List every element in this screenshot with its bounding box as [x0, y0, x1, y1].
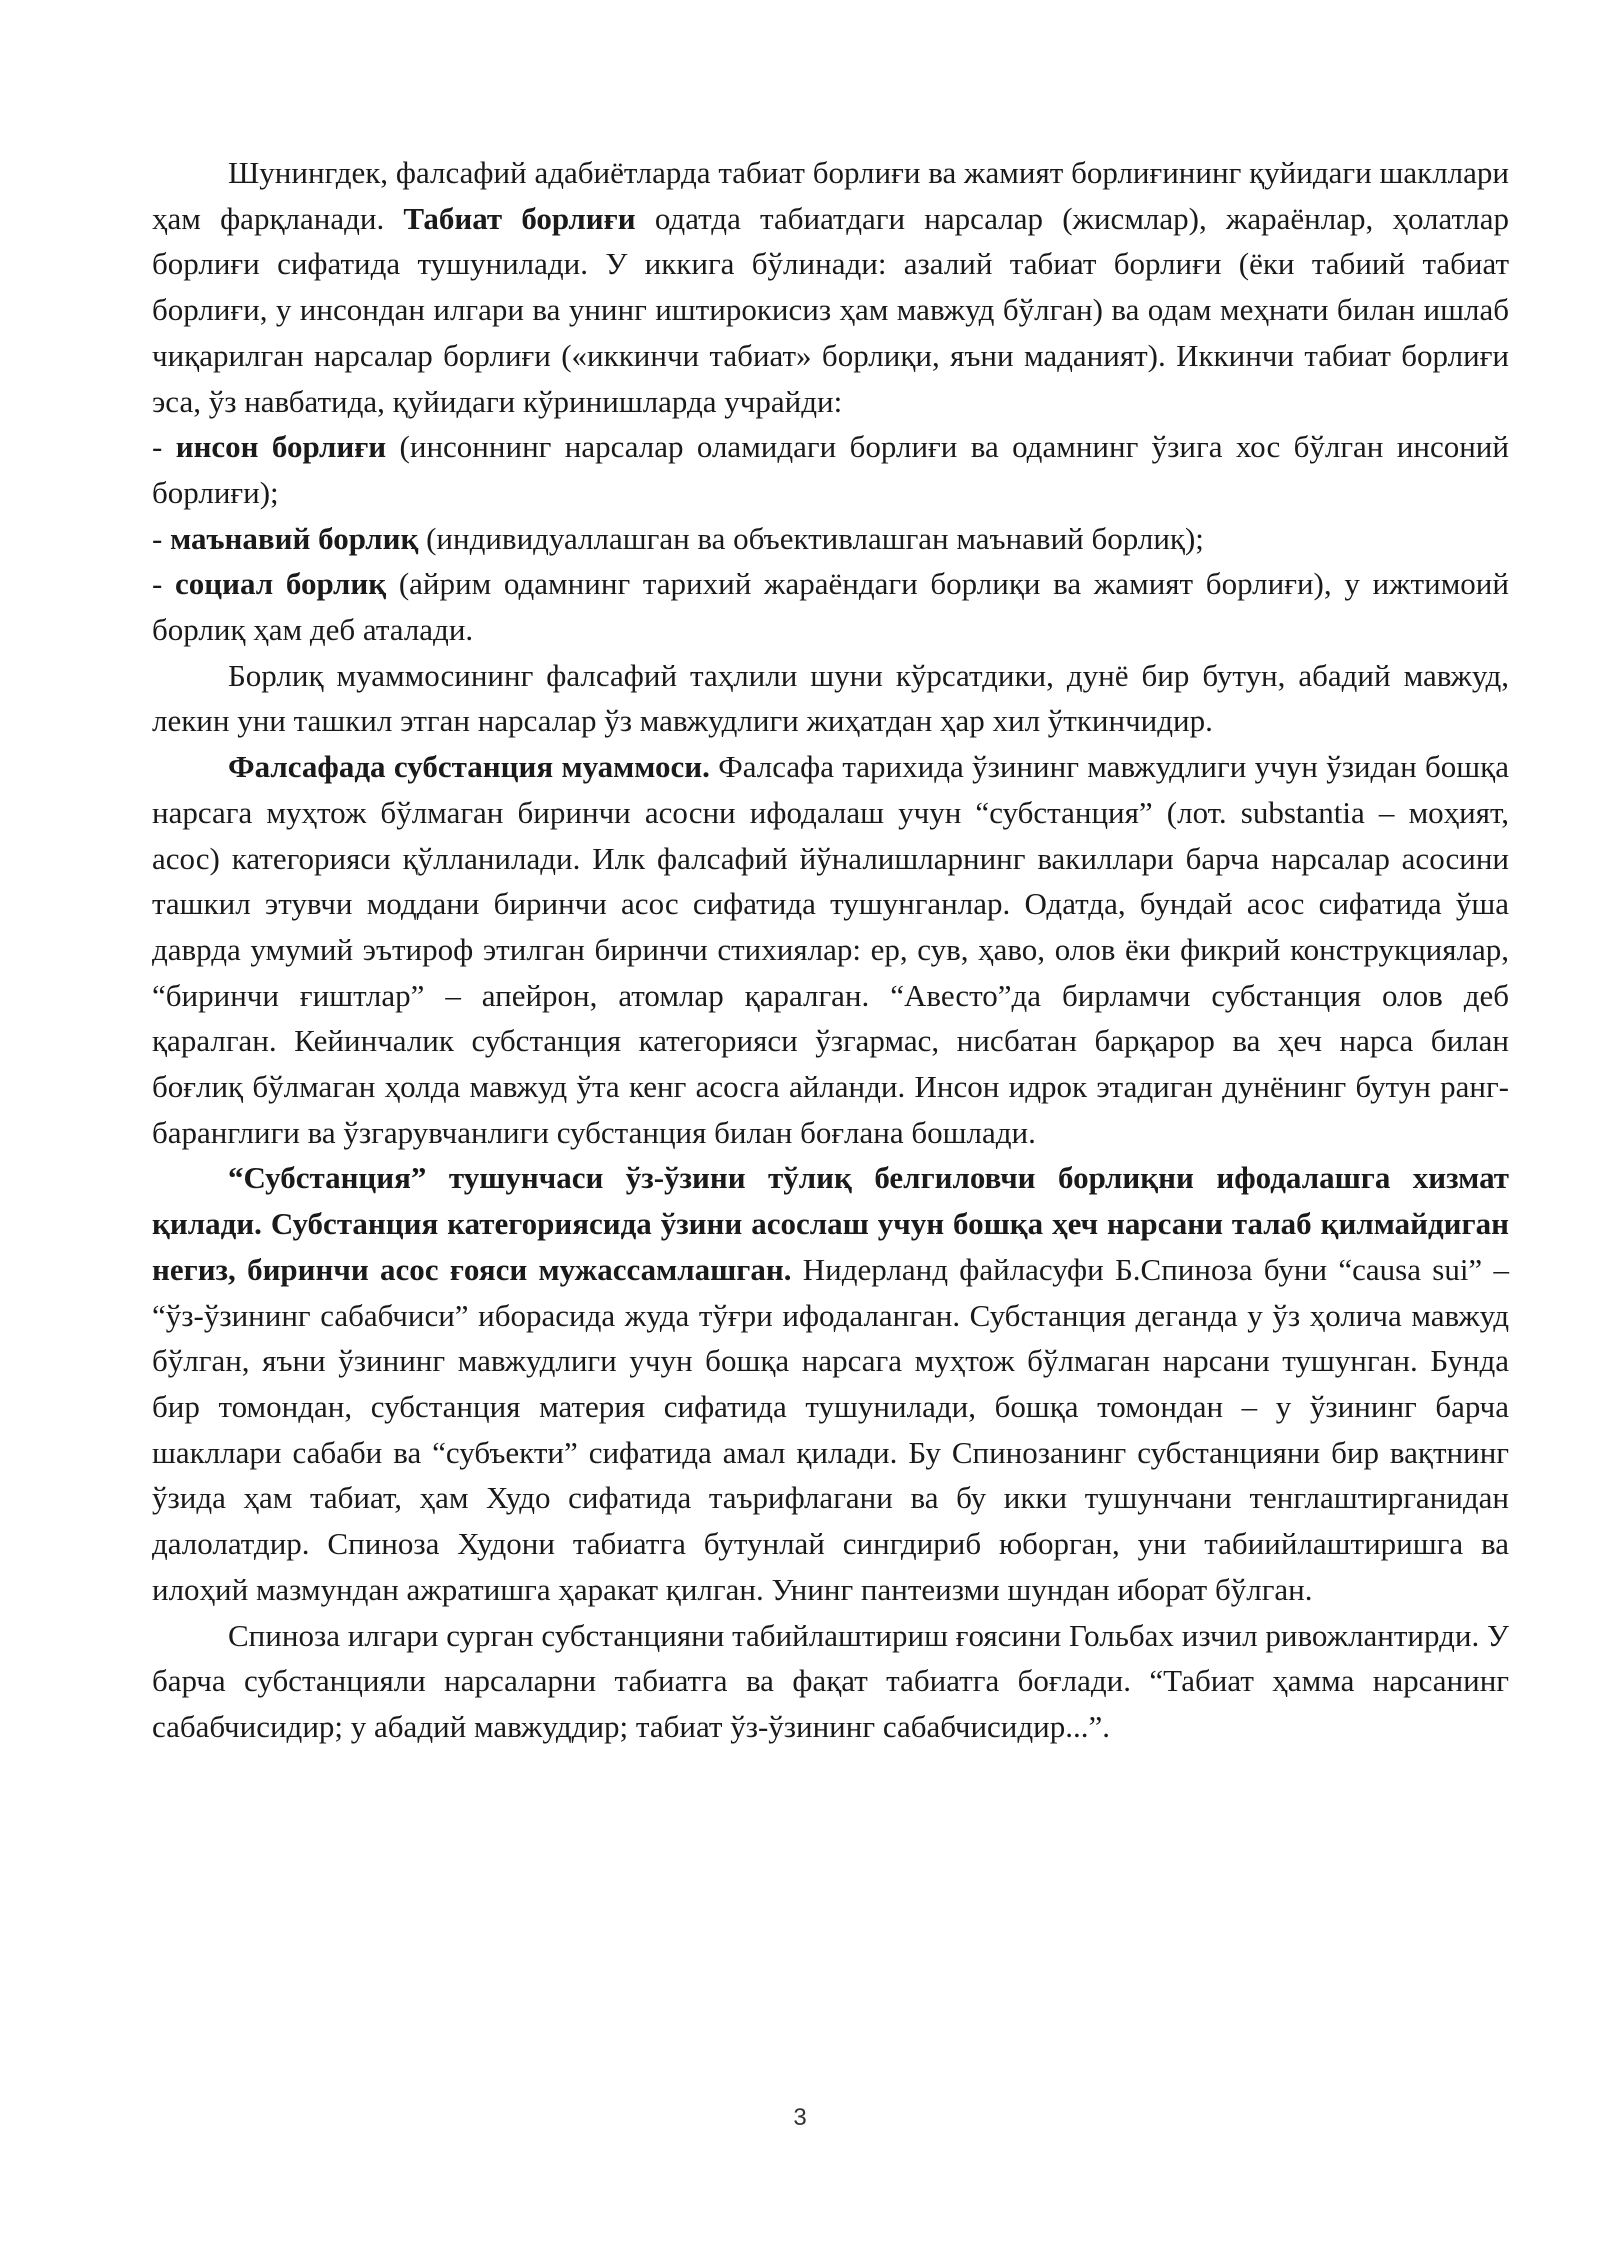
bold-term-social-being: социал борлиқ: [175, 566, 387, 602]
paragraph-text: Фалсафа тарихида ўзининг мавжудлиги учун ўзидан бошқа нарсага муҳтож бўлмаган биринчи асосни ифодалаш учун “субстанция” (лот. substantia – моҳият, асос) категорияси қўлланилади. Илк фалсафий йўналишларнинг вакиллари барча нарсалар асосини ташкил этувчи моддани биринчи асос сифатида тушунганлар. Одатда, бундай асос сифатида ўша даврда умумий эътироф этилган биринчи стихиялар: ер, сув, ҳаво, олов ёки фикрий конструкциялар, “биринчи ғиштлар” – апейрон, атомлар қаралган. “Авесто”да бирламчи субстанция олов деб қаралган. Кейинчалик субстанция категорияси ўзгармас, нисбатан барқарор ва ҳеч нарса билан боғлиқ бўлмаган ҳолда мавжуд ўта кенг асосга айланди. Инсон идрок этадиган дунёнинг бутун ранг-баранглиги ва ўзгарувчанлиги субстанция билан боғлана бошлади.: [152, 749, 1509, 1150]
paragraph-being-analysis: Борлиқ муаммосининг фалсафий таҳлили шуни кўрсатдики, дунё бир бутун, абадий мавжуд, лекин уни ташкил этган нарсалар ўз мавжудлиги жиҳатдан ҳар хил ўткинчидир.: [152, 657, 1509, 739]
page-number: 3: [793, 2104, 807, 2131]
paragraph-text: Нидерланд файласуфи Б.Спиноза буни “causa sui” – “ўз-ўзининг сабабчиси” иборасида жуда тўғри ифодаланган. Субстанция деганда у ўз ҳолича мавжуд бўлган, яъни ўзининг мавжудлиги учун бошқа нарсага муҳтож бўлмаган нарсани тушунган. Бунда бир томондан, субстанция материя сифатида тушунилади, бошқа томондан – у ўзининг барча шакллари сабаби ва “субъекти” сифатида амал қилади. Бу Спинозанинг субстанцияни бир вақтнинг ўзида ҳам табиат, ҳам Худо сифатида таърифлагани ва бу икки тушунчани тенглаштирганидан далолатдир. Спиноза Худони табиатга бутунлай сингдириб юборган, уни табиийлаштиришга ва илоҳий мазмундан ажратишга ҳаракат қилган. Унинг пантеизми шундан иборат бўлган.: [152, 1251, 1509, 1607]
list-item-spiritual-being: [152, 516, 1509, 562]
bold-statement-substance-concept: “Субстанция” тушунчаси ўз-ўзини тўлиқ белгиловчи борлиқни ифодалашга хизмат қилади. Субстанция категориясида ўзини асослаш учун бошқа ҳеч нарсани талаб қилмайдиган негиз, биринчи асос ғояси мужассамлашган.: [152, 1160, 1509, 1287]
list-item-text: (айрим одамнинг тарихий жараёндаги борлиқи ва жамият борлиғи), у ижтимоий борлиқ ҳам деб аталади.: [152, 566, 1509, 648]
list-item-social-being: [152, 561, 1509, 652]
list-item-text: (инсоннинг нарсалар оламидаги борлиғи ва одамнинг ўзига хос бўлган инсоний борлиғи);: [152, 429, 1509, 510]
paragraph-holbach: Спиноза илгари сурган субстанцияни табийлаштириш ғоясини Гольбах изчил ривожлантирди. У барча субстанцияли нарсаларни табиатга ва фақат табиатга боғлади. “Табиат ҳамма нарсанинг сабабчисидир; у абадий мавжуддир; табиат ўз-ўзининг сабабчисидир...”.: [152, 1617, 1509, 1744]
paragraph-text: Шунингдек, фалсафий адабиётларда табиат борлиғи ва жамият борлиғининг қуйидаги шакллари ҳам фарқланади.: [152, 155, 1509, 236]
bold-term-nature-being: Табиат борлиғи: [403, 200, 636, 236]
paragraph-substance-concept: [152, 1155, 1509, 1612]
bold-term-human-being: инсон борлиғи: [175, 429, 387, 465]
list-item-human-being: [152, 424, 1509, 515]
list-dash: -: [152, 566, 176, 602]
paragraph-text: одатда табиатдаги нарсалар (жисмлар), жараёнлар, ҳолатлар борлиғи сифатида тушунилади. У иккига бўлинади: азалий табиат борлиғи (ёки табиий табиат борлиғи, у инсондан илгари ва унинг иштирокисиз ҳам мавжуд бўлган) ва одам меҳнати билан ишлаб чиқарилган нарсалар борлиғи («иккинчи табиат» борлиқи, яъни маданият). Иккинчи табиат борлиғи эса, ўз навбатида, қуйидаги кўринишларда учрайди:: [152, 200, 1509, 419]
list-item-text: (индивидуаллашган ва объективлашган маънавий борлиқ);: [418, 520, 1204, 556]
list-dash: -: [152, 520, 171, 556]
paragraph-substance-problem: [152, 744, 1509, 1155]
bold-term-spiritual-being: маънавий борлиқ: [170, 520, 419, 556]
bold-heading-substance-problem: Фалсафада субстанция муаммоси.: [228, 749, 710, 785]
paragraph-nature-being: [152, 150, 1509, 424]
list-dash: -: [152, 429, 176, 465]
document-body: [152, 150, 1509, 1750]
